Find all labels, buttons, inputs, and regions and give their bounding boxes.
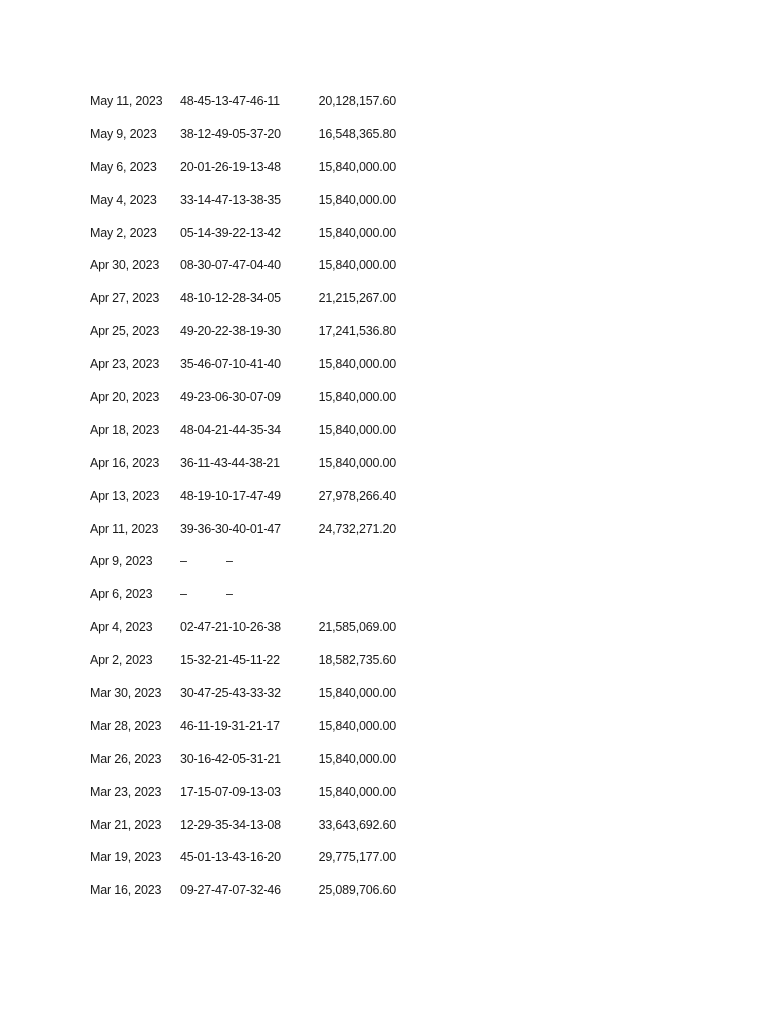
winning-combination: 48-19-10-17-47-49 <box>180 488 281 503</box>
table-row <box>90 447 410 480</box>
table-row <box>90 710 410 743</box>
table-row <box>90 644 410 677</box>
table-row <box>90 545 410 578</box>
winning-combination: 02-47-21-10-26-38 <box>180 620 281 635</box>
table-row <box>90 85 410 118</box>
draw-date: May 9, 2023 <box>90 126 157 141</box>
jackpot-amount: 18,582,735.60 <box>318 653 396 668</box>
draw-date: Apr 25, 2023 <box>90 324 160 339</box>
table-row <box>90 480 410 513</box>
winning-combination: 38-12-49-05-37-20 <box>180 126 281 141</box>
jackpot-amount: 15,840,000.00 <box>318 258 396 273</box>
draw-date: Apr 9, 2023 <box>90 554 153 569</box>
winning-combination: 48-04-21-44-35-34 <box>180 422 281 437</box>
winning-combination: 30-47-25-43-33-32 <box>180 686 281 701</box>
jackpot-amount: 25,089,706.60 <box>318 883 396 898</box>
draw-date: Apr 11, 2023 <box>90 521 159 536</box>
draw-date: Mar 23, 2023 <box>90 784 162 799</box>
draw-date: Apr 18, 2023 <box>90 422 160 437</box>
draw-date: Apr 16, 2023 <box>90 455 160 470</box>
table-row <box>90 677 410 710</box>
jackpot-amount: 21,585,069.00 <box>318 620 396 635</box>
winning-combination: 33-14-47-13-38-35 <box>180 192 281 207</box>
table-row <box>90 874 410 907</box>
winning-combination: 49-23-06-30-07-09 <box>180 390 281 405</box>
jackpot-amount: 15,840,000.00 <box>318 784 396 799</box>
jackpot-amount: 15,840,000.00 <box>318 192 396 207</box>
jackpot-amount: 15,840,000.00 <box>318 422 396 437</box>
jackpot-amount: 17,241,536.80 <box>318 324 396 339</box>
table-row <box>90 151 410 184</box>
draw-date: Mar 30, 2023 <box>90 686 162 701</box>
jackpot-amount: 15,840,000.00 <box>318 686 396 701</box>
table-row <box>90 809 410 842</box>
winning-combination: 08-30-07-47-04-40 <box>180 258 281 273</box>
draw-date: Apr 2, 2023 <box>90 653 153 668</box>
draw-date: Mar 28, 2023 <box>90 718 162 733</box>
winning-combination: 30-16-42-05-31-21 <box>180 751 281 766</box>
winning-combination: 46-11-19-31-21-17 <box>180 718 280 733</box>
jackpot-amount: 20,128,157.60 <box>318 94 396 108</box>
winning-combination: 45-01-13-43-16-20 <box>180 850 281 865</box>
jackpot-amount: 27,978,266.40 <box>318 488 396 503</box>
draw-date: Apr 13, 2023 <box>90 488 160 503</box>
table-row <box>90 217 410 250</box>
draw-date: Apr 6, 2023 <box>90 587 153 602</box>
winning-combination: 48-45-13-47-46-11 <box>180 94 280 108</box>
table-row <box>90 743 410 776</box>
table-row <box>90 841 410 874</box>
jackpot-amount: 15,840,000.00 <box>318 751 396 766</box>
draw-date: May 4, 2023 <box>90 192 157 207</box>
results-table <box>90 85 410 907</box>
table-row <box>90 348 410 381</box>
winning-combination: 17-15-07-09-13-03 <box>180 784 281 799</box>
winning-combination: 49-20-22-38-19-30 <box>180 324 281 339</box>
draw-date: Apr 4, 2023 <box>90 620 153 635</box>
table-row <box>90 381 410 414</box>
table-row <box>90 513 410 546</box>
draw-date: Mar 16, 2023 <box>90 883 162 898</box>
draw-date: Apr 20, 2023 <box>90 390 160 405</box>
table-row <box>90 118 410 151</box>
jackpot-amount: 15,840,000.00 <box>318 718 396 733</box>
winning-combination: 48-10-12-28-34-05 <box>180 291 281 306</box>
table-row <box>90 414 410 447</box>
table-row <box>90 184 410 217</box>
table-row <box>90 776 410 809</box>
table-row <box>90 578 410 611</box>
table-row <box>90 315 410 348</box>
table-row <box>90 249 410 282</box>
jackpot-amount: 15,840,000.00 <box>318 390 396 405</box>
jackpot-amount: 24,732,271.20 <box>318 521 396 536</box>
winning-combination: 12-29-35-34-13-08 <box>180 817 281 832</box>
winning-combination: 36-11-43-44-38-21 <box>180 455 280 470</box>
draw-date: May 11, 2023 <box>90 94 163 108</box>
winning-combination: 09-27-47-07-32-46 <box>180 883 281 898</box>
draw-date: Apr 23, 2023 <box>90 357 160 372</box>
no-draw-dash: – <box>226 554 233 569</box>
jackpot-amount: 15,840,000.00 <box>318 225 396 240</box>
jackpot-amount: 21,215,267.00 <box>318 291 396 306</box>
table-row <box>90 282 410 315</box>
draw-date: May 6, 2023 <box>90 159 157 174</box>
winning-combination: 35-46-07-10-41-40 <box>180 357 281 372</box>
no-draw-dash: – <box>180 587 187 602</box>
draw-date: Apr 30, 2023 <box>90 258 160 273</box>
jackpot-amount: 29,775,177.00 <box>318 850 396 865</box>
draw-date: Mar 26, 2023 <box>90 751 162 766</box>
winning-combination: 05-14-39-22-13-42 <box>180 225 281 240</box>
jackpot-amount: 16,548,365.80 <box>318 126 396 141</box>
draw-date: May 2, 2023 <box>90 225 157 240</box>
jackpot-amount: 15,840,000.00 <box>318 159 396 174</box>
jackpot-amount: 15,840,000.00 <box>318 455 396 470</box>
winning-combination: 39-36-30-40-01-47 <box>180 521 281 536</box>
draw-date: Apr 27, 2023 <box>90 291 160 306</box>
jackpot-amount: 15,840,000.00 <box>318 357 396 372</box>
no-draw-dash: – <box>180 554 187 569</box>
winning-combination: 15-32-21-45-11-22 <box>180 653 280 668</box>
table-row <box>90 611 410 644</box>
winning-combination: 20-01-26-19-13-48 <box>180 159 281 174</box>
draw-date: Mar 21, 2023 <box>90 817 162 832</box>
draw-date: Mar 19, 2023 <box>90 850 162 865</box>
jackpot-amount: 33,643,692.60 <box>318 817 396 832</box>
no-draw-dash: – <box>226 587 233 602</box>
